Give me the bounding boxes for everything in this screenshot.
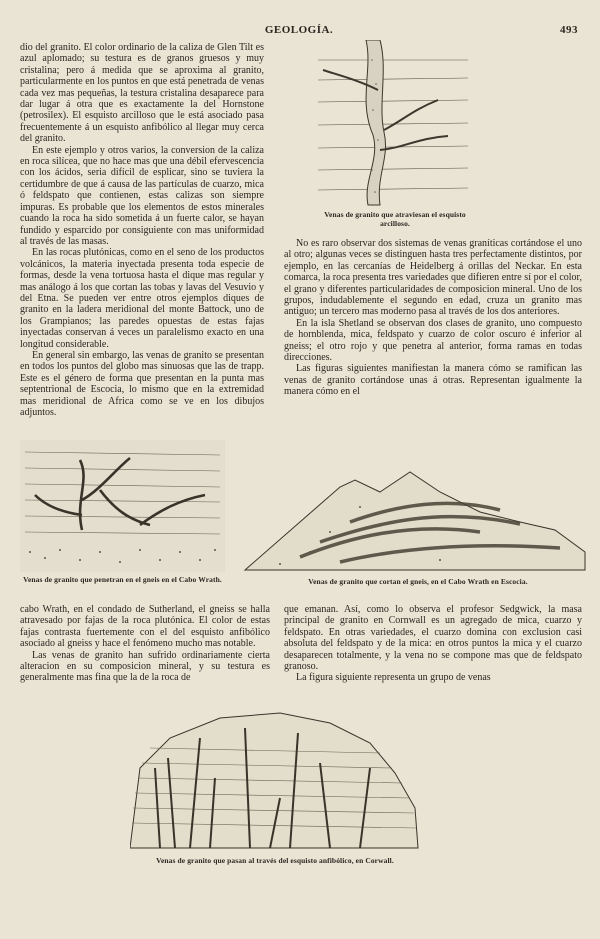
paragraph: No es raro observar dos sistemas de venas graníticas cortándose el uno al otro; algunas veces se distinguen hasta tres perfectamente distintos, por ejemplo, en las cercanías de Heidelberg á orillas del Neckar. En esta comarca, la roca presenta tres variedades que difieren entre sí por el color, el grano y diferentes particularidades de composicion mineral. Uno de los grupos, indudablemente el segundo en edad, cruza un granito mas antiguo; un tercero mas moderno pasa al través de los dos anteriores. bbox=[284, 238, 582, 318]
figure-granite-veins-gneiss-left bbox=[20, 440, 225, 572]
figure-caption: Venas de granito que atraviesan el esquisto arcilloso. bbox=[324, 210, 466, 228]
column-left-top bbox=[20, 42, 264, 418]
paragraph: Las figuras siguientes manifiestan la manera cómo se ramifican las venas de granito cortándose unas á otras. Representan igualmente la manera cómo en el bbox=[284, 363, 582, 398]
paragraph: En la isla Shetland se observan dos clases de granito, uno compuesto de hornblenda, mica, feldspato y cuarzo de color oscuro é inferior al gneiss; el otro rojo y que penetra al anterior, forma ramas en todas direcciones. bbox=[284, 317, 582, 364]
figure-caption: Venas de granito que pasan al través del esquisto anfibólico, en Corwall. bbox=[156, 856, 394, 865]
column-right-bottom bbox=[284, 604, 582, 684]
running-title: GEOLOGÍA. bbox=[264, 24, 334, 36]
paragraph: que emanan. Así, como lo observa el profesor Sedgwick, la masa principal de granito en Cornwall es un agregado de mica, cuarzo y feldspato. En otras variedades, el cuarzo domina con exclusion casi absoluta del feldspato y de la mica: en otros puntos la mica y el cuarzo desaparecen totalmente, y la vena no se compone mas que de feldspato granoso. bbox=[284, 604, 582, 673]
figure-granite-veins-hornblende-schist bbox=[130, 708, 420, 854]
paragraph: En las rocas plutónicas, como en el seno de los productos volcánicos, la materia inyectada presenta toda especie de formas, desde la vena tortuosa hasta el dique mas regular y mas análogo á los que cortan las tobas y lavas del Vesuvio y del Etna. Se pueden ver entre otros ejemplos diques de granito en la ladera meridional del monte Battock, uno de los Grampianos; las paredes opuestas de estas fajas inyectadas conservan á veces un paralelismo exacto en una longitud considerable. bbox=[20, 247, 264, 350]
column-right-top bbox=[284, 238, 582, 398]
paragraph: cabo Wrath, en el condado de Sutherland, el gneiss se halla atravesado por fajas de la roca plutónica. El color de estas fajas contrasta fuertemente con el del esquisto anfibólico asociado al gneiss y hace el fenómeno mucho mas notable. bbox=[20, 604, 270, 650]
paragraph: La figura siguiente representa un grupo de venas bbox=[296, 672, 491, 684]
figure-caption: Venas de granito que penetran en el gneis en el Cabo Wrath. bbox=[23, 575, 222, 584]
paragraph: En este ejemplo y otros varios, la conversion de la caliza en roca silícea, que no hace mas que una débil efervescencia con los ácidos, seria difícil de esplicar, sino se tuviera la certidumbre de que á causa de las partículas de cuarzo, mica ó feldspato que contienen, estas calizas son siempre impuras. Es probable que los elementos de estos minerales cuando la roca ha sido sometida á un fuerte calor, se hayan fundido y esparcido por consiguiente con mas uniformidad al través de las masas. bbox=[20, 144, 264, 247]
running-header bbox=[20, 24, 578, 40]
figure-granite-veins-gneiss-right bbox=[240, 452, 588, 572]
column-left-bottom bbox=[20, 604, 270, 684]
paragraph: En general sin embargo, las venas de granito se presentan en todos los puntos del globo mas sinuosas que las de trapp. Este es el género de forma que presentan en la punta mas septentrional de Escocia, lo mismo que en la extremidad mas meridional de Africa como se ve en los dibujos adjuntos. bbox=[20, 349, 264, 418]
paragraph: dio del granito. El color ordinario de la caliza de Glen Tilt es azul aplomado; su testura es de granos gruesos y muy cristalina; pero á medida que se aproxima al granito, particularmente en los puntos en que está penetrada de venas cada vez mas pequeñas, la testura cristalina desaparece para dar lugar á otra que es exactamente la del Hornstone (petrosilex). El esquisto arcilloso que le está asociado pasa frecuentemente á un esquisto anfibólico al llegar muy cerca del granito. bbox=[20, 42, 264, 145]
paragraph: Las venas de granito han sufrido ordinariamente cierta alteracion en su composicion mineral, y su testura es generalmente mas fina que la de la roca de bbox=[20, 649, 270, 684]
figure-granite-veins-clay-schist bbox=[318, 40, 468, 208]
figure-caption: Venas de granito que cortan el gneis, en el Cabo Wrath en Escocia. bbox=[308, 577, 528, 586]
page-number: 493 bbox=[560, 24, 578, 36]
